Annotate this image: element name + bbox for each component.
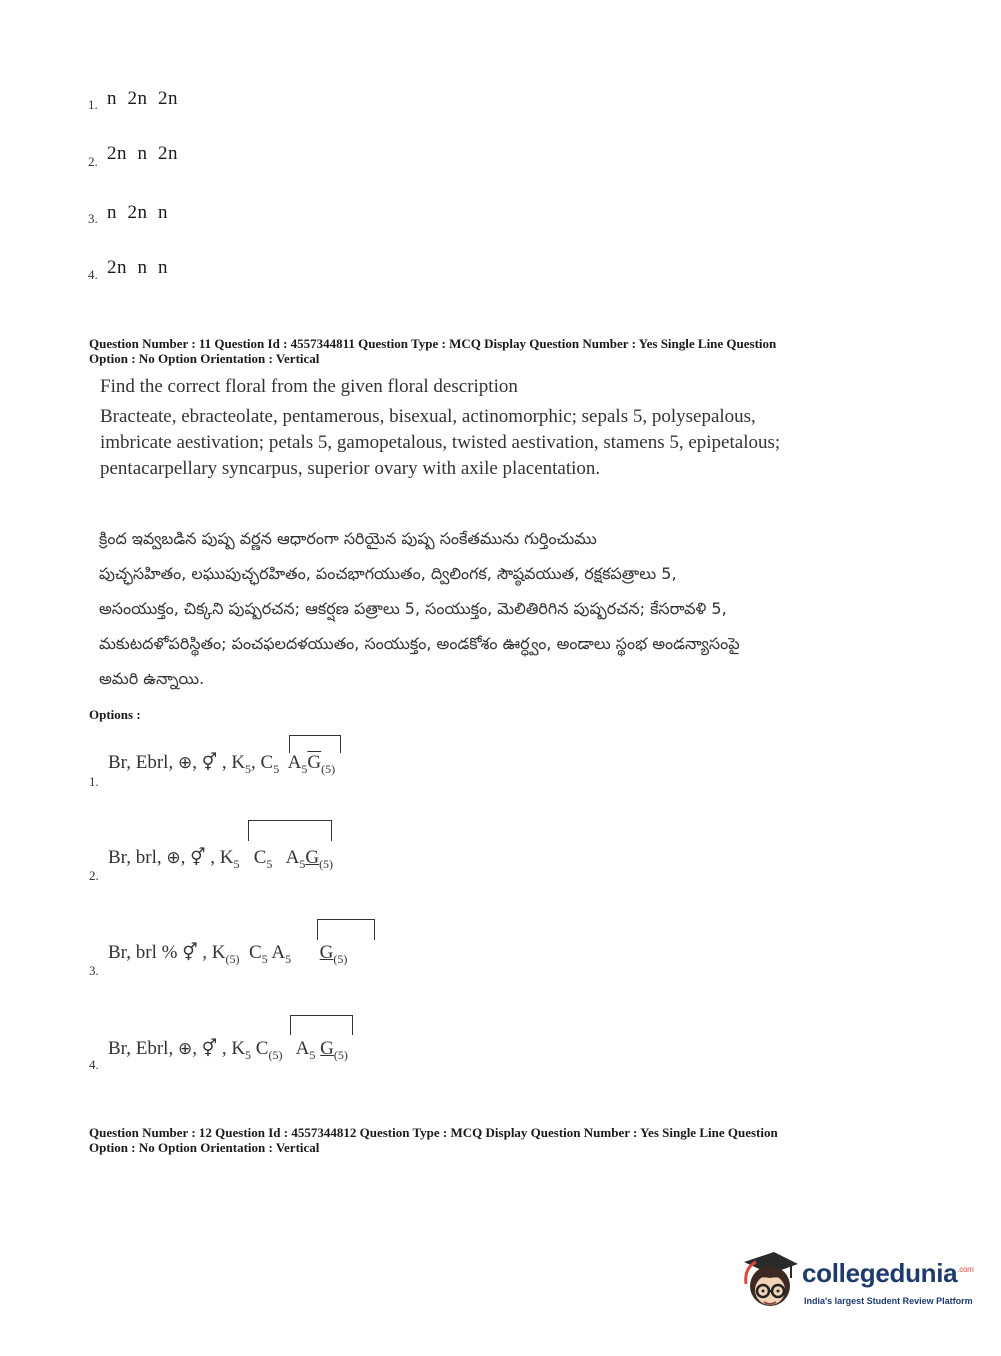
- option-number: 3.: [89, 963, 99, 978]
- brand-tld: .com: [957, 1265, 974, 1274]
- formula-text: ,: [192, 1038, 202, 1059]
- meta-line-2: Option : No Option Orientation : Vertical: [89, 1140, 320, 1155]
- formula-text: A: [282, 1038, 310, 1059]
- option-number: 1.: [88, 97, 98, 112]
- telugu-line: అసంయుక్తం, చిక్కని పుష్పరచన; ఆకర్షణ పత్రాలు 5, సంయుక్తం, మెలితిరిగిన పుష్పరచన; కేసరావళి 5,: [99, 599, 727, 618]
- formula-sub: 5: [261, 951, 268, 966]
- formula-sub: 5: [245, 761, 252, 776]
- telugu-line: మకుటదళోపరిస్థితం; పంచఫలదళయుతం, సంయుక్తం, అండకోశం ఊర్ధ్వం, అండాలు స్థంభ అండన్యాసంపై: [99, 634, 740, 653]
- telugu-line: పుచ్ఛసహితం, లఘుపుచ్ఛరహితం, పంచభాగయుతం, ద్విలింగక, సౌష్ఠవయుత, రక్షకపత్రాలు 5,: [99, 564, 677, 583]
- telugu-line: అమరి ఉన్నాయి.: [99, 669, 205, 688]
- formula-sub: 5: [266, 856, 273, 871]
- formula-sub: (5): [225, 951, 240, 966]
- option-number: 2.: [89, 868, 99, 883]
- formula-text: ,: [180, 847, 191, 868]
- brand-name: [802, 1258, 973, 1289]
- question-11-english: [100, 374, 960, 482]
- formula-text: Br, brl %: [108, 942, 183, 963]
- meta-line-1: Question Number : 12 Question Id : 4557344812 Question Type : MCQ Display Question Number : Yes Single Line Question: [89, 1125, 778, 1140]
- formula-sub: (5): [321, 761, 336, 776]
- actinomorphic-icon: ⊕: [177, 753, 193, 773]
- actinomorphic-icon: ⊕: [177, 1039, 193, 1059]
- formula-text: Br, brl,: [108, 847, 167, 868]
- gynoecium-text: G: [320, 1038, 334, 1059]
- formula-sub: 5: [245, 1047, 252, 1062]
- gynoecium-text: $\overline{G}$: [307, 752, 322, 773]
- question-title: Find the correct floral from the given floral description: [100, 376, 518, 397]
- meta-line-2: Option : No Option Orientation : Vertical: [89, 351, 320, 366]
- formula-text: , K: [205, 847, 234, 868]
- bisexual-icon: ⚥: [201, 1039, 218, 1059]
- prev-option-4: [88, 257, 168, 284]
- epipetalous-bracket: [290, 1015, 353, 1035]
- options-label: Options :: [89, 707, 141, 722]
- formula-text: A: [279, 752, 302, 773]
- stamen-gynoecium-bracket: [317, 919, 375, 940]
- floral-formula: [108, 847, 333, 872]
- formula-text: C: [239, 847, 267, 868]
- question-line: pentacarpellary syncarpus, superior ovary with axile placentation.: [100, 458, 601, 479]
- option-number: 3.: [88, 211, 98, 226]
- formula-text: C: [239, 942, 262, 963]
- brand-tagline: India's largest Student Review Platform: [804, 1296, 973, 1306]
- question-11-telugu: [99, 521, 889, 696]
- question-12-meta: [89, 1125, 949, 1155]
- option-text: n 2n 2n: [107, 88, 178, 109]
- option-text: n 2n n: [107, 202, 168, 223]
- formula-text: ,: [192, 752, 202, 773]
- formula-sub: (5): [333, 951, 348, 966]
- formula-text: Br, Ebrl,: [108, 752, 178, 773]
- formula-text: , C: [251, 752, 274, 773]
- meta-line-1: Question Number : 11 Question Id : 4557344811 Question Type : MCQ Display Question Number : Yes Single Line Question: [89, 336, 777, 351]
- option-text: 2n n 2n: [107, 143, 178, 164]
- option-number: 1.: [89, 774, 99, 789]
- question-line: Bracteate, ebracteolate, pentamerous, bisexual, actinomorphic; sepals 5, polysepalous,: [100, 406, 756, 427]
- epipetalous-bracket: [289, 735, 341, 753]
- formula-sub: 5: [309, 1047, 316, 1062]
- formula-text: , K: [217, 1038, 246, 1059]
- bisexual-icon: ⚥: [182, 943, 198, 963]
- prev-option-2: [88, 143, 178, 171]
- formula-sub: 5: [285, 951, 292, 966]
- formula-sub: 5: [301, 761, 308, 776]
- formula-text: A: [267, 942, 286, 963]
- mascot-icon: [740, 1248, 800, 1314]
- bisexual-icon: ⚥: [201, 753, 218, 773]
- actinomorphic-icon: ⊕: [166, 848, 181, 868]
- formula-sub: (5): [333, 1047, 348, 1062]
- formula-text: A: [272, 847, 300, 868]
- formula-sub: 5: [299, 856, 306, 871]
- formula-text: C: [251, 1038, 269, 1059]
- formula-text: Br, Ebrl,: [108, 1038, 178, 1059]
- option-number: 4.: [89, 1057, 99, 1072]
- floral-formula: [108, 1038, 348, 1063]
- formula-text: , K: [217, 752, 246, 773]
- formula-text: , K: [197, 942, 226, 963]
- prev-option-1: [88, 88, 178, 114]
- formula-sub: (5): [268, 1047, 283, 1062]
- option-text: 2n n n: [107, 257, 168, 278]
- question-line: imbricate aestivation; petals 5, gamopetalous, twisted aestivation, stamens 5, epipetalous;: [100, 432, 781, 453]
- epipetalous-bracket: [248, 820, 332, 841]
- option-number: 2.: [88, 154, 98, 169]
- formula-sub: 5: [233, 856, 240, 871]
- formula-sub: 5: [273, 761, 280, 776]
- floral-formula: [108, 942, 347, 967]
- bisexual-icon: ⚥: [190, 848, 206, 868]
- brand-text: collegedunia: [802, 1258, 958, 1288]
- option-number: 4.: [88, 267, 98, 282]
- gynoecium-text: G: [305, 847, 320, 868]
- question-11-meta: [89, 336, 949, 366]
- telugu-line: క్రింద ఇవ్వబడిన పుష్ప వర్ణన ఆధారంగా సరియైన పుష్ప సంకేతమును గుర్తించుము: [99, 529, 597, 548]
- prev-option-3: [88, 202, 168, 228]
- collegedunia-logo: [740, 1248, 975, 1320]
- floral-formula: [108, 752, 335, 777]
- formula-sub: (5): [319, 856, 334, 871]
- gynoecium-text: G: [319, 942, 334, 963]
